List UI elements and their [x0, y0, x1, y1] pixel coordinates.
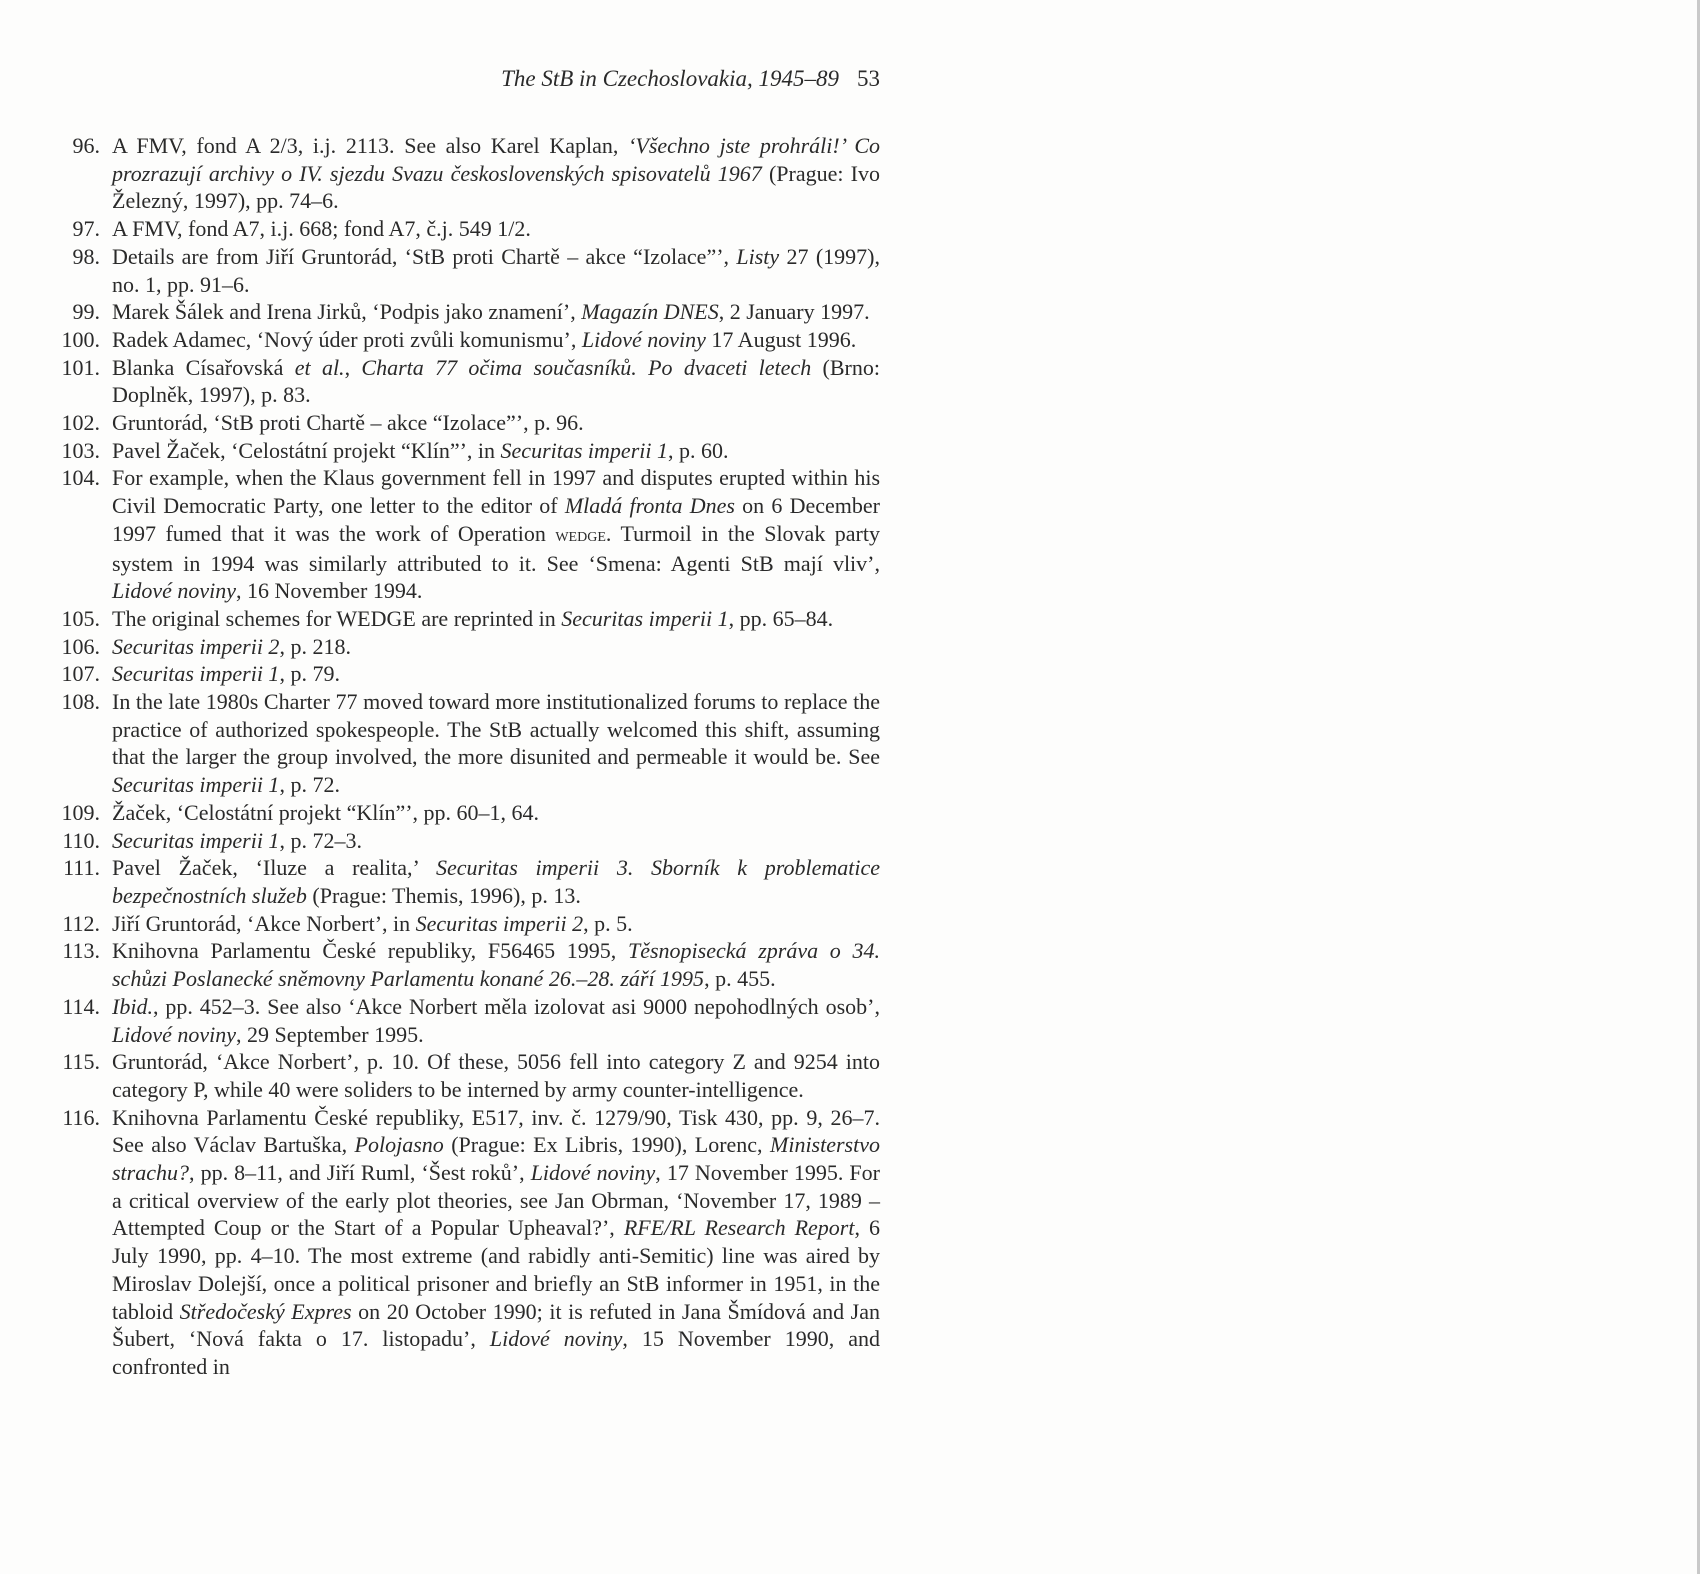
- endnote-italic-segment: Magazín DNES: [581, 299, 719, 325]
- endnote-text-segment: Marek Šálek and Irena Jirků, ‘Podpis jako znamení’,: [112, 299, 582, 325]
- endnote-text: [112, 993, 880, 1048]
- endnote-text-segment: , p. 72–3.: [279, 827, 362, 853]
- endnote-text: [112, 409, 880, 437]
- endnote-text: [112, 937, 880, 992]
- endnote-text-segment: (Prague: Themis, 1996), p. 13.: [306, 882, 581, 908]
- endnote-number: 116.: [62, 1104, 100, 1130]
- endnote: [52, 660, 880, 688]
- endnote-number: 109.: [61, 799, 100, 825]
- endnote-text-segment: , p. 60.: [667, 437, 729, 463]
- endnote-text-segment: A FMV, fond A7, i.j. 668; fond A7, č.j. 549 1/2.: [112, 216, 531, 242]
- endnote-number: 110.: [62, 827, 100, 853]
- endnote-text: [112, 854, 880, 909]
- endnote-text: [112, 633, 880, 661]
- endnote: [52, 688, 880, 799]
- endnote-text: [112, 326, 880, 354]
- endnote-text-segment: 27 (1997), no. 1, pp. 91–6.: [112, 243, 880, 297]
- endnote: [52, 215, 880, 243]
- running-head: [52, 62, 880, 96]
- endnote-text-segment: , 2 January 1997.: [718, 299, 870, 325]
- endnote-number: 115.: [62, 1049, 100, 1075]
- endnote-text: [112, 437, 880, 465]
- endnote-text-segment: (Prague: Ivo Železný, 1997), pp. 74–6.: [112, 160, 881, 214]
- endnote-number: 107.: [61, 661, 100, 687]
- endnote-number: 104.: [61, 465, 100, 491]
- endnote-italic-segment: Securitas imperii 1: [500, 437, 668, 463]
- endnote-number: 113.: [62, 938, 100, 964]
- endnote-text-segment: Gruntorád, ‘Akce Norbert’, p. 10. Of these, 5056 fell into category Z and 9254 into category P, while 40 were soliders to be interned by army counter-intelligence.: [112, 1049, 880, 1102]
- endnote: [52, 464, 880, 605]
- endnote: [52, 910, 880, 938]
- endnote-text-segment: (Prague: Ex Libris, 1990), Lorenc,: [443, 1132, 770, 1158]
- endnote-number: 99.: [72, 299, 100, 325]
- endnote-text-segment: Pavel Žaček, ‘Celostátní projekt “Klín”’, in: [112, 437, 501, 463]
- endnote-text-segment: , p. 218.: [279, 633, 351, 659]
- endnote-italic-segment: Ibid.: [112, 993, 153, 1019]
- endnote-text-segment: on 6 December 1997 fumed that it was the work of Operation: [112, 493, 881, 546]
- endnote-text-segment: , p. 455.: [704, 966, 776, 992]
- endnote-text: [112, 688, 880, 799]
- endnote-italic-segment: Securitas imperii 2: [415, 910, 584, 936]
- endnote: [52, 827, 880, 855]
- endnote: [52, 354, 880, 409]
- endnote-text-segment: , pp. 8–11, and Jiří Ruml, ‘Šest roků’,: [189, 1160, 531, 1186]
- endnote-text-segment: , p. 79.: [279, 661, 340, 687]
- endnote-italic-segment: Lidové noviny: [112, 1021, 237, 1047]
- endnote: [52, 937, 880, 992]
- endnote-number: 102.: [61, 410, 100, 436]
- endnote-italic-segment: Lidové noviny: [112, 578, 237, 604]
- endnote: [52, 409, 880, 437]
- endnote-text-segment: , 29 September 1995.: [236, 1021, 424, 1047]
- endnote-italic-segment: Mladá fronta Dnes: [564, 493, 735, 519]
- endnote-text: [112, 605, 880, 633]
- endnote-text-segment: , p. 72.: [279, 772, 340, 798]
- endnote-text-segment: Knihovna Parlamentu České republiky, E517, inv. č. 1279/90, Tisk 430, pp. 9, 26–7. See also Václav Bartuška,: [112, 1104, 880, 1158]
- endnote: [52, 1104, 880, 1381]
- book-page: [52, 62, 880, 1381]
- endnote-text: [112, 132, 880, 215]
- endnote-number: 106.: [61, 633, 100, 659]
- endnote-text: [112, 215, 880, 243]
- endnote-number: 114.: [62, 993, 100, 1019]
- endnote-italic-segment: ‘Všechno jste prohráli!’ Co prozrazují archivy o IV. sjezdu Svazu československých spisovatelů 1967: [112, 133, 880, 186]
- endnote: [52, 243, 880, 298]
- endnote-italic-segment: Lidové noviny: [489, 1326, 623, 1352]
- endnote-number: 100.: [61, 326, 100, 352]
- endnote: [52, 437, 880, 465]
- endnote-number: 112.: [62, 910, 100, 936]
- endnote-text-segment: , 15 November 1990, and confronted in: [112, 1326, 880, 1379]
- endnote-text-segment: (Brno: Doplněk, 1997), p. 83.: [112, 354, 880, 408]
- endnote-text: [112, 298, 880, 326]
- endnote-text-segment: Žaček, ‘Celostátní projekt “Klín”’, pp. 60–1, 64.: [112, 799, 540, 825]
- endnote-number: 97.: [72, 216, 100, 242]
- endnote-text: [112, 1048, 880, 1103]
- endnote-number: 111.: [63, 855, 100, 881]
- endnote-text: [112, 464, 880, 605]
- endnote-text-segment: wedge: [555, 523, 606, 546]
- endnote-text: [112, 827, 880, 855]
- endnote-italic-segment: Listy: [736, 243, 780, 269]
- endnote-text-segment: , 17 November 1995. For a critical overview of the early plot theories, see Jan Obrman, ‘November 17, 1989 – Attempted Coup or the Start of a Popular Upheaval?’,: [112, 1160, 880, 1241]
- endnote-text-segment: Jiří Gruntorád, ‘Akce Norbert’, in: [112, 910, 416, 936]
- endnote: [52, 605, 880, 633]
- endnote: [52, 298, 880, 326]
- endnote-italic-segment: Securitas imperii 1: [561, 605, 729, 631]
- endnote-italic-segment: Securitas imperii 1: [112, 772, 280, 798]
- endnote-text-segment: 17 August 1996.: [705, 326, 857, 352]
- endnote-number: 98.: [72, 243, 100, 269]
- endnote-number: 96.: [72, 133, 100, 158]
- endnote-italic-segment: Lidové noviny: [530, 1160, 656, 1186]
- endnote-italic-segment: RFE/RL Research Report: [623, 1215, 855, 1241]
- endnote: [52, 799, 880, 827]
- endnote-text-segment: Details are from Jiří Gruntorád, ‘StB proti Chartě – akce “Izolace”’,: [112, 243, 737, 269]
- endnote-italic-segment: et al.: [294, 354, 345, 380]
- endnote: [52, 633, 880, 661]
- endnote-text-segment: , 6 July 1990, pp. 4–10. The most extreme (and rabidly anti-Semitic) line was aired by Miroslav Dolejší, once a political prisoner and briefly an StB informer in 1951, in the tabloid: [112, 1215, 880, 1324]
- endnote: [52, 1048, 880, 1103]
- endnote-italic-segment: Securitas imperii 3. Sborník k problematice bezpečnostních služeb: [112, 855, 880, 908]
- endnotes-list: [52, 132, 880, 1381]
- endnote-italic-segment: Securitas imperii 2: [112, 633, 280, 659]
- endnote-text-segment: Gruntorád, ‘StB proti Chartě – akce “Izolace”’, p. 96.: [112, 410, 584, 436]
- endnote-italic-segment: Středočeský Expres: [179, 1298, 352, 1324]
- endnote-text: [112, 910, 880, 938]
- endnote-text-segment: Pavel Žaček, ‘Iluze a realita,’: [112, 855, 436, 881]
- endnote-text-segment: A FMV, fond A 2/3, i.j. 2113. See also Karel Kaplan,: [112, 133, 629, 158]
- endnote: [52, 326, 880, 354]
- endnote-text-segment: , p. 5.: [583, 910, 633, 936]
- endnote-text-segment: In the late 1980s Charter 77 moved toward more institutionalized forums to replace the practice of authorized spokespeople. The StB actually welcomed this shift, assuming that the larger the group involved, the more disunited and permeable it would be. See: [112, 689, 880, 770]
- endnote-number: 101.: [61, 354, 100, 380]
- endnote-italic-segment: Securitas imperii 1: [112, 661, 280, 687]
- endnote-text: [112, 243, 880, 298]
- endnote-italic-segment: Charta 77 očima současníků. Po dvaceti letech: [361, 354, 812, 380]
- endnote: [52, 132, 880, 215]
- endnote-text-segment: The original schemes for WEDGE are reprinted in: [112, 605, 562, 631]
- endnote-text-segment: , 16 November 1994.: [236, 578, 423, 604]
- endnote: [52, 993, 880, 1048]
- endnote-text-segment: Knihovna Parlamentu České republiky, F56465 1995,: [112, 938, 628, 964]
- endnote-text: [112, 660, 880, 688]
- endnote-text-segment: , pp. 65–84.: [728, 605, 834, 631]
- endnote-text: [112, 354, 880, 409]
- endnote-italic-segment: Těsnopisecká zpráva o 34. schůzi Poslanecké sněmovny Parlamentu konané 26.–28. září 1995: [112, 938, 880, 992]
- endnote-text-segment: ,: [344, 354, 362, 380]
- endnote-text: [112, 799, 880, 827]
- endnote: [52, 854, 880, 909]
- endnote-text-segment: Blanka Císařovská: [112, 354, 295, 380]
- endnote-text-segment: on 20 October 1990; it is refuted in Jana Šmídová and Jan Šubert, ‘Nová fakta o 17. listopadu’,: [112, 1298, 880, 1352]
- endnote-italic-segment: Lidové noviny: [581, 326, 706, 352]
- page-number: 53: [857, 66, 880, 91]
- endnote-text-segment: Radek Adamec, ‘Nový úder proti zvůli komunismu’,: [112, 326, 582, 352]
- endnote-number: 105.: [61, 605, 100, 631]
- endnote-text-segment: , pp. 452–3. See also ‘Akce Norbert měla izolovat asi 9000 nepohodlných osob’,: [152, 993, 880, 1019]
- endnote-number: 103.: [61, 437, 100, 463]
- running-head-title: The StB in Czechoslovakia, 1945–89: [501, 66, 839, 91]
- endnote-italic-segment: Securitas imperii 1: [112, 827, 280, 853]
- endnote-italic-segment: Ministerstvo strachu?: [112, 1132, 880, 1186]
- endnote-number: 108.: [61, 689, 100, 715]
- endnote-text-segment: . Turmoil in the Slovak party system in 1994 was similarly attributed to it. See ‘Smena: Agenti StB mají vliv’,: [112, 520, 880, 576]
- endnote-italic-segment: Polojasno: [354, 1132, 444, 1158]
- endnote-text-segment: For example, when the Klaus government fell in 1997 and disputes erupted within his Civil Democratic Party, one letter to the editor of: [112, 465, 880, 519]
- endnote-text: [112, 1104, 880, 1381]
